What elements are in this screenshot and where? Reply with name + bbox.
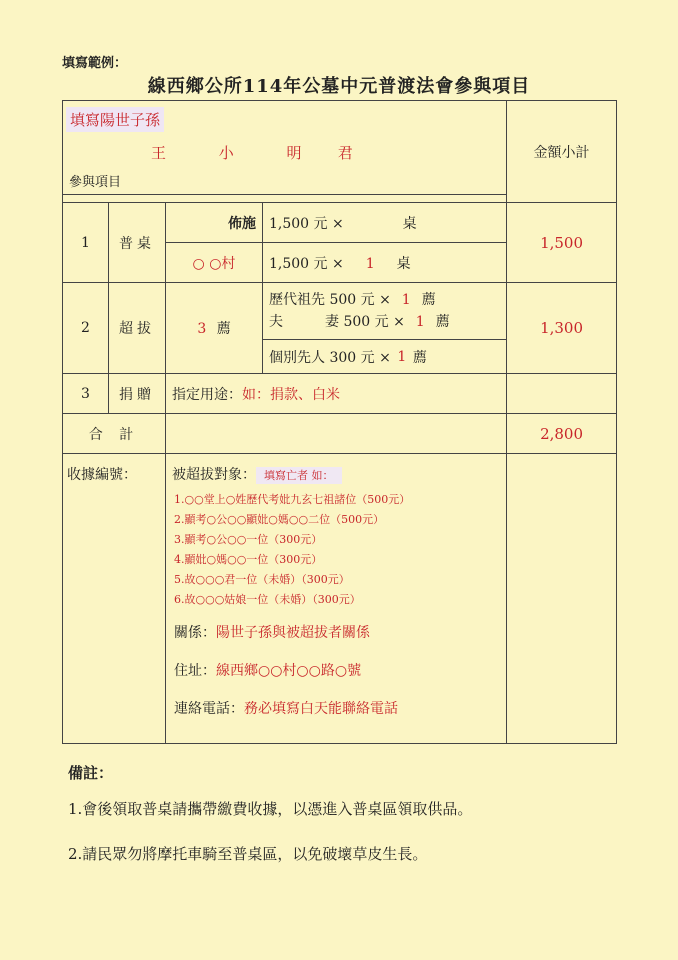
filler-name-line [151, 142, 506, 163]
row2-line3 [263, 340, 506, 373]
row2-line2-qty: 1 [415, 314, 425, 330]
note-item-2: 2.請民眾勿將摩托車騎至普桌區，以免破壞草皮生長。 [68, 845, 428, 863]
row3-item: 捐贈 [109, 374, 166, 414]
deceased-item: 3.顯考○公○○一位（300元） [174, 533, 323, 546]
deceased-header [172, 464, 506, 484]
row2-qty-total-unit: 薦 [216, 321, 231, 337]
deceased-item: 2.顯考○公○○顯妣○媽○○二位（500元） [174, 513, 385, 526]
row3 [63, 374, 617, 414]
row1-village-line[interactable] [263, 243, 507, 283]
row2-line1-label: 歷代祖先 500 元 × [269, 292, 391, 308]
row2-qty-total: 3 [197, 321, 207, 337]
row2 [63, 283, 617, 374]
deceased-list [174, 490, 506, 610]
row3-subtotal [507, 374, 617, 414]
row2-number: 2 [63, 283, 109, 374]
row2-qty-total-cell [166, 283, 263, 374]
receipt-label: 收據編號： [67, 467, 137, 483]
address-label: 住址： [174, 663, 216, 679]
receipt-cell[interactable] [63, 454, 166, 744]
filler-cell[interactable] [63, 101, 507, 203]
row2-line1-qty: 1 [401, 292, 411, 308]
row3-purpose[interactable] [166, 374, 507, 414]
relation-value: 陽世子孫與被超拔者關係 [216, 625, 370, 641]
row1-number: 1 [63, 203, 109, 283]
row2-subtotal: 1,300 [507, 283, 617, 374]
row2-line2-label-b: 妻 500 元 × [325, 314, 405, 330]
deceased-item: 4.顯妣○媽○○一位（300元） [174, 553, 323, 566]
row1-donate-unit: 桌 [402, 215, 417, 232]
row3-number: 3 [63, 374, 109, 414]
total-row [63, 414, 617, 454]
row1-item: 普桌 [109, 203, 166, 283]
row1-donate-label: 佈施 [166, 203, 263, 243]
row1-village-unit: 桌 [396, 255, 411, 272]
row2-line2 [269, 311, 506, 333]
phone-value: 務必填寫白天能聯絡電話 [244, 701, 398, 717]
participation-form-table [62, 100, 617, 744]
row3-purpose-value: 如：捐款、白米 [242, 386, 340, 403]
deceased-item: 6.故○○○姑娘一位（未婚）（300元） [174, 593, 361, 606]
note-item-1: 1.會後領取普桌請攜帶繳費收據，以憑進入普桌區領取供品。 [68, 800, 473, 818]
total-blank [166, 414, 507, 454]
row2-line3-label: 個別先人 300 元 × [269, 349, 391, 366]
address-value: 線西鄉○○村○○路○號 [216, 663, 362, 679]
deceased-item: 1.○○堂上○姓歷代考妣九玄七祖諸位（500元） [174, 493, 411, 506]
total-label: 合 計 [63, 414, 166, 454]
deceased-item: 5.故○○○君一位（未婚）（300元） [174, 573, 350, 586]
filler-label: 填寫陽世子孫 [66, 107, 164, 132]
items-label: 參與項目 [69, 175, 122, 190]
row2-item: 超拔 [109, 283, 166, 374]
row1-village-label: ○ ○村 [166, 243, 263, 283]
row2-line1-unit: 薦 [421, 292, 436, 308]
details-cell[interactable] [166, 454, 507, 744]
row2-line3-qty: 1 [397, 348, 407, 365]
details-row [63, 454, 617, 744]
notes-title: 備註： [68, 764, 114, 782]
example-label: 填寫範例： [62, 56, 128, 71]
row1-a [63, 203, 617, 243]
row2-lines[interactable] [263, 283, 507, 374]
row1-donate-line[interactable] [263, 203, 507, 243]
filler-suffix: 君 [337, 144, 355, 162]
phone-label: 連絡電話： [174, 701, 244, 717]
details-amount-cell [507, 454, 617, 744]
total-value: 2,800 [507, 414, 617, 454]
row2-line1 [269, 289, 506, 311]
row1-village-price: 1,500 元 × [269, 255, 344, 272]
row2-line2-unit: 薦 [435, 314, 450, 330]
relation-label: 關係： [174, 625, 216, 641]
row1-donate-price: 1,500 元 × [269, 215, 344, 232]
document-title: 線西鄉公所114年公墓中元普渡法會參與項目 [147, 76, 531, 97]
row2-line2-label-a: 夫 [269, 314, 283, 330]
row3-purpose-label: 指定用途： [172, 386, 242, 403]
deceased-label: 被超拔對象： [172, 467, 256, 483]
row2-line3-unit: 薦 [412, 349, 427, 366]
row1-village-qty: 1 [365, 255, 375, 272]
phone-field [174, 698, 506, 718]
address-field [174, 660, 506, 680]
deceased-hint: 填寫亡者 如： [256, 467, 342, 484]
filler-name: 王 小 明 [151, 144, 326, 162]
amount-header: 金額小計 [507, 101, 617, 203]
relation-field [174, 622, 506, 642]
row1-subtotal: 1,500 [507, 203, 617, 283]
header-row [63, 101, 617, 203]
